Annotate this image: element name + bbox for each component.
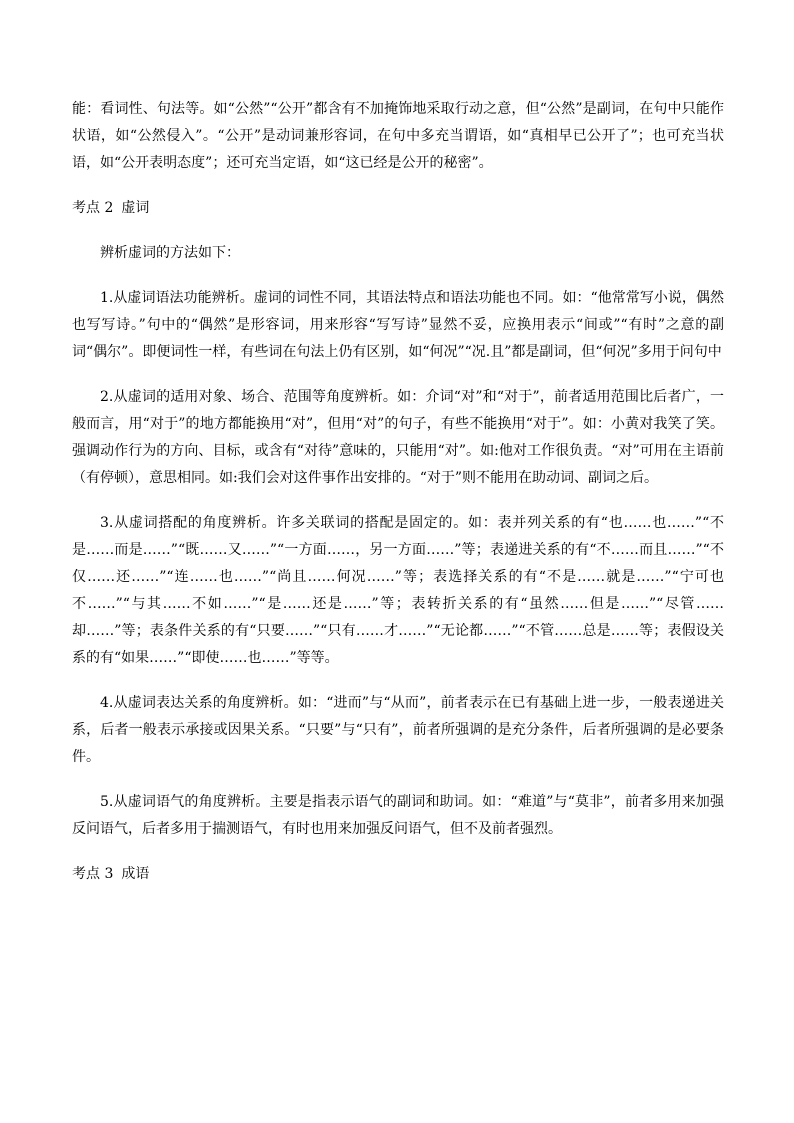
paragraph-method-2: 2.从虚词的适用对象、场合、范围等角度辨析。如：介词“对”和“对于”，前者适用范围比后者广，一般而言，用“对于”的地方都能换用“对”，但用“对”的句子，有些不能换用“对于”。如：小黄对我笑了笑。强调动作行为的方向、目标，或含有“对待”意味的，只能用“对”。如:他对工作很负责。“对”可用在主语前（有停顿），意思相同。如:我们会对这件事作出安排的。“对于”则不能用在助动词、副词之后。 — [72, 389, 724, 486]
paragraph-method-4: 4.从虚词表达关系的角度辨析。如：“进而”与“从而”，前者表示在已有基础上进一步，一般表递进关系，后者一般表示承接或因果关系。“只要”与“只有”，前者所强调的是充分条件，后者所强调的是必要条件。 — [72, 695, 724, 765]
paragraph-word-usage: 能：看词性、句法等。如“公然”“公开”都含有不加掩饰地采取行动之意，但“公然”是副词，在句中只能作状语，如“公然侵入”。“公开”是动词兼形容词，在句中多充当谓语，如“真相早已公开了”；也可充当状语，如“公开表明态度”；还可充当定语，如“这已经是公开的秘密”。 — [72, 101, 724, 171]
section-label: 考点 3 — [72, 866, 114, 882]
section-title: 虚词 — [121, 200, 150, 216]
paragraph-method-1: 1.从虚词语法功能辨析。虚词的词性不同，其语法特点和语法功能也不同。如：“他常常写小说，偶然也写写诗。”句中的“偶然”是形容词，用来形容“写写诗”显然不妥，应换用表示“间或”“有时”之意的副词“偶尔”。即便词性一样，有些词在句法上仍有区别，如“何况”“况.且”都是副词，但“何况”多用于问句中 — [72, 290, 724, 360]
section-heading-function-words — [72, 195, 724, 222]
section-heading-idioms — [72, 861, 724, 888]
paragraph-method-5: 5.从虚词语气的角度辨析。主要是指表示语气的副词和助词。如：“难道”与“莫非”，前者多用来加强反问语气，后者多用于揣测语气，有时也用来加强反问语气，但不及前者强烈。 — [72, 794, 724, 837]
paragraph-intro: 辨析虚词的方法如下： — [100, 245, 240, 261]
section-title: 成语 — [121, 866, 150, 882]
paragraph-method-3: 3.从虚词搭配的角度辨析。许多关联词的搭配是固定的。如：表并列关系的有“也……也……”“不是……而是……”“既……又……”“一方面……，另一方面……”等；表递进关系的有“不……而且……”“不仅……还……”“连……也……”“尚且……何况……”等；表选择关系的有“不是……就是……”“宁可也不……”“与其……不如……”“是……还是……”等；表转折关系的有“虽然……但是……”“尽管……却……”等；表条件关系的有“只要……”“只有……才……”“无论都……”“不管……总是……等；表假设关系的有“如果……”“即使……也……”等等。 — [72, 515, 724, 666]
document-page — [72, 96, 724, 888]
section-label: 考点 2 — [72, 200, 114, 216]
